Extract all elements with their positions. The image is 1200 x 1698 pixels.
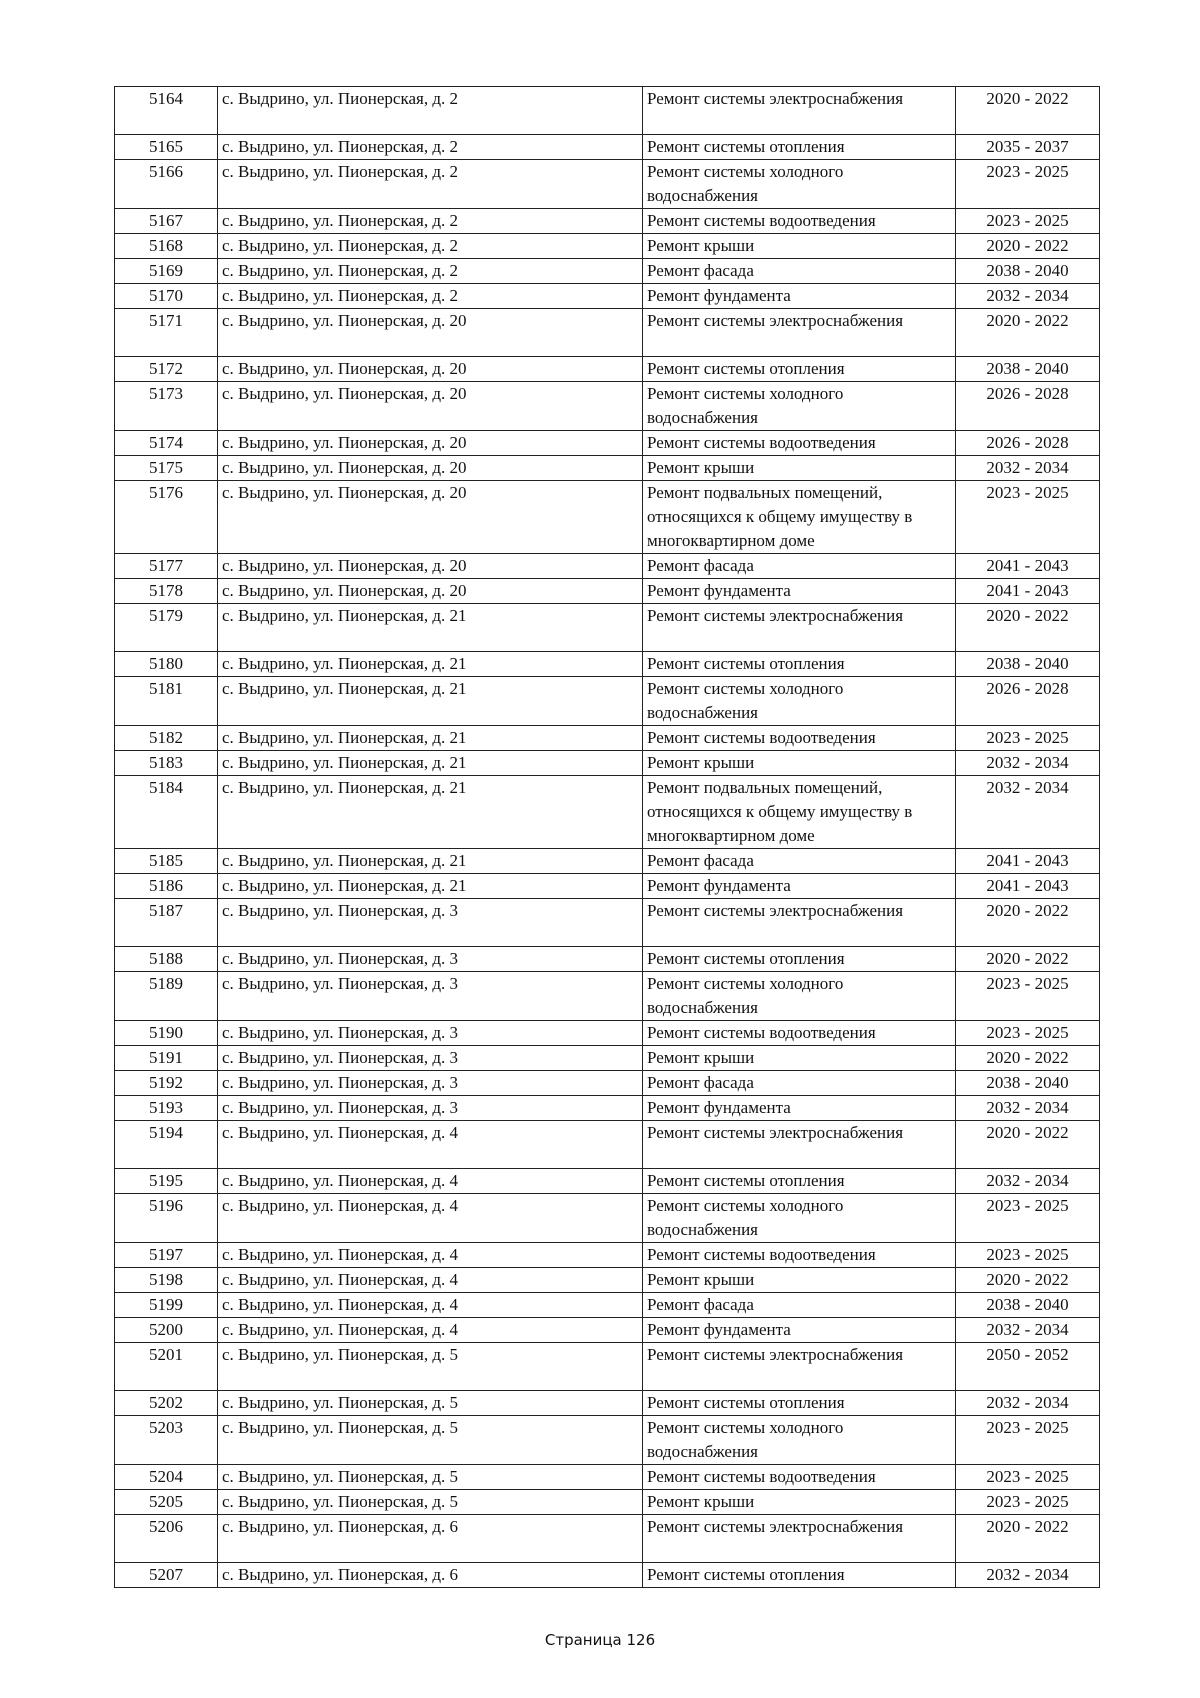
table-row (115, 1071, 1100, 1096)
row-work-type: Ремонт системы отопления (643, 652, 956, 677)
row-work-type: Ремонт системы отопления (643, 1391, 956, 1416)
row-period: 2020 - 2022 (956, 899, 1100, 947)
table-row (115, 849, 1100, 874)
row-period: 2038 - 2040 (956, 652, 1100, 677)
page-number: Страница 126 (544, 1631, 656, 1649)
row-address: с. Выдрино, ул. Пионерская, д. 21 (218, 726, 643, 751)
row-address: с. Выдрино, ул. Пионерская, д. 2 (218, 259, 643, 284)
table-row (115, 456, 1100, 481)
row-period: 2023 - 2025 (956, 481, 1100, 554)
row-address: с. Выдрино, ул. Пионерская, д. 2 (218, 87, 643, 135)
row-number: 5204 (115, 1465, 218, 1490)
row-number: 5181 (115, 677, 218, 726)
row-address: с. Выдрино, ул. Пионерская, д. 3 (218, 1046, 643, 1071)
table-body (115, 87, 1100, 1588)
row-number: 5168 (115, 234, 218, 259)
table-row (115, 309, 1100, 357)
row-period: 2023 - 2025 (956, 1194, 1100, 1243)
row-number: 5176 (115, 481, 218, 554)
row-number: 5172 (115, 357, 218, 382)
table-row (115, 1515, 1100, 1563)
row-work-type: Ремонт фундамента (643, 874, 956, 899)
row-address: с. Выдрино, ул. Пионерская, д. 6 (218, 1515, 643, 1563)
row-address: с. Выдрино, ул. Пионерская, д. 21 (218, 776, 643, 849)
row-period: 2023 - 2025 (956, 1021, 1100, 1046)
row-period: 2023 - 2025 (956, 726, 1100, 751)
row-number: 5174 (115, 431, 218, 456)
row-work-type: Ремонт фасада (643, 849, 956, 874)
row-number: 5199 (115, 1293, 218, 1318)
row-address: с. Выдрино, ул. Пионерская, д. 4 (218, 1194, 643, 1243)
row-address: с. Выдрино, ул. Пионерская, д. 2 (218, 234, 643, 259)
row-number: 5169 (115, 259, 218, 284)
row-work-type: Ремонт фасада (643, 554, 956, 579)
row-work-type: Ремонт системы холодного водоснабжения (643, 1416, 956, 1465)
row-period: 2041 - 2043 (956, 874, 1100, 899)
row-address: с. Выдрино, ул. Пионерская, д. 6 (218, 1563, 643, 1588)
row-work-type: Ремонт фундамента (643, 1096, 956, 1121)
row-work-type: Ремонт системы электроснабжения (643, 899, 956, 947)
table-row (115, 1046, 1100, 1071)
row-number: 5190 (115, 1021, 218, 1046)
row-address: с. Выдрино, ул. Пионерская, д. 20 (218, 456, 643, 481)
row-work-type: Ремонт системы электроснабжения (643, 87, 956, 135)
row-address: с. Выдрино, ул. Пионерская, д. 21 (218, 604, 643, 652)
row-number: 5170 (115, 284, 218, 309)
row-period: 2035 - 2037 (956, 135, 1100, 160)
row-work-type: Ремонт крыши (643, 456, 956, 481)
table-row (115, 259, 1100, 284)
table-row (115, 1391, 1100, 1416)
row-work-type: Ремонт системы отопления (643, 947, 956, 972)
row-period: 2026 - 2028 (956, 382, 1100, 431)
row-work-type: Ремонт системы электроснабжения (643, 1515, 956, 1563)
row-work-type: Ремонт подвальных помещений, относящихся к общему имуществу в многоквартирном доме (643, 481, 956, 554)
row-number: 5198 (115, 1268, 218, 1293)
row-address: с. Выдрино, ул. Пионерская, д. 4 (218, 1318, 643, 1343)
row-number: 5205 (115, 1490, 218, 1515)
row-work-type: Ремонт системы электроснабжения (643, 1121, 956, 1169)
table-row (115, 209, 1100, 234)
table-row (115, 87, 1100, 135)
table-row (115, 1416, 1100, 1465)
row-number: 5179 (115, 604, 218, 652)
table-row (115, 1343, 1100, 1391)
row-address: с. Выдрино, ул. Пионерская, д. 4 (218, 1121, 643, 1169)
table-row (115, 135, 1100, 160)
row-number: 5185 (115, 849, 218, 874)
row-number: 5196 (115, 1194, 218, 1243)
row-work-type: Ремонт системы отопления (643, 1563, 956, 1588)
table-row (115, 726, 1100, 751)
row-work-type: Ремонт системы водоотведения (643, 1243, 956, 1268)
row-work-type: Ремонт системы холодного водоснабжения (643, 1194, 956, 1243)
table-row (115, 382, 1100, 431)
row-number: 5183 (115, 751, 218, 776)
row-period: 2032 - 2034 (956, 751, 1100, 776)
row-address: с. Выдрино, ул. Пионерская, д. 21 (218, 652, 643, 677)
row-period: 2041 - 2043 (956, 554, 1100, 579)
row-work-type: Ремонт крыши (643, 1490, 956, 1515)
row-address: с. Выдрино, ул. Пионерская, д. 5 (218, 1391, 643, 1416)
table-row (115, 554, 1100, 579)
table-row (115, 1268, 1100, 1293)
row-period: 2032 - 2034 (956, 1318, 1100, 1343)
row-address: с. Выдрино, ул. Пионерская, д. 5 (218, 1490, 643, 1515)
table-row (115, 1096, 1100, 1121)
row-number: 5195 (115, 1169, 218, 1194)
row-address: с. Выдрино, ул. Пионерская, д. 20 (218, 309, 643, 357)
row-work-type: Ремонт системы холодного водоснабжения (643, 160, 956, 209)
row-number: 5177 (115, 554, 218, 579)
row-number: 5201 (115, 1343, 218, 1391)
row-period: 2050 - 2052 (956, 1343, 1100, 1391)
row-work-type: Ремонт системы отопления (643, 1169, 956, 1194)
row-number: 5188 (115, 947, 218, 972)
row-number: 5178 (115, 579, 218, 604)
row-address: с. Выдрино, ул. Пионерская, д. 5 (218, 1465, 643, 1490)
row-number: 5194 (115, 1121, 218, 1169)
row-period: 2020 - 2022 (956, 604, 1100, 652)
row-work-type: Ремонт системы холодного водоснабжения (643, 677, 956, 726)
row-number: 5167 (115, 209, 218, 234)
row-work-type: Ремонт системы холодного водоснабжения (643, 972, 956, 1021)
row-period: 2020 - 2022 (956, 1121, 1100, 1169)
row-address: с. Выдрино, ул. Пионерская, д. 20 (218, 554, 643, 579)
table-row (115, 1490, 1100, 1515)
table-row (115, 357, 1100, 382)
row-period: 2023 - 2025 (956, 1243, 1100, 1268)
row-address: с. Выдрино, ул. Пионерская, д. 3 (218, 1071, 643, 1096)
row-number: 5173 (115, 382, 218, 431)
row-period: 2020 - 2022 (956, 1268, 1100, 1293)
table-row (115, 751, 1100, 776)
table-row (115, 1121, 1100, 1169)
row-address: с. Выдрино, ул. Пионерская, д. 4 (218, 1293, 643, 1318)
row-address: с. Выдрино, ул. Пионерская, д. 21 (218, 751, 643, 776)
row-period: 2032 - 2034 (956, 284, 1100, 309)
table-row (115, 1243, 1100, 1268)
row-period: 2038 - 2040 (956, 259, 1100, 284)
row-period: 2020 - 2022 (956, 87, 1100, 135)
row-work-type: Ремонт фундамента (643, 1318, 956, 1343)
row-period: 2023 - 2025 (956, 1490, 1100, 1515)
table-row (115, 604, 1100, 652)
row-work-type: Ремонт крыши (643, 1046, 956, 1071)
row-address: с. Выдрино, ул. Пионерская, д. 3 (218, 972, 643, 1021)
row-address: с. Выдрино, ул. Пионерская, д. 20 (218, 579, 643, 604)
row-period: 2020 - 2022 (956, 1515, 1100, 1563)
table-row (115, 1318, 1100, 1343)
row-period: 2023 - 2025 (956, 160, 1100, 209)
table-row (115, 284, 1100, 309)
row-period: 2023 - 2025 (956, 972, 1100, 1021)
table-row (115, 431, 1100, 456)
table-row (115, 1293, 1100, 1318)
row-address: с. Выдрино, ул. Пионерская, д. 3 (218, 1096, 643, 1121)
row-number: 5202 (115, 1391, 218, 1416)
row-work-type: Ремонт системы электроснабжения (643, 604, 956, 652)
table-row (115, 160, 1100, 209)
row-address: с. Выдрино, ул. Пионерская, д. 3 (218, 1021, 643, 1046)
row-address: с. Выдрино, ул. Пионерская, д. 20 (218, 431, 643, 456)
repair-schedule-table (114, 86, 1100, 1588)
row-address: с. Выдрино, ул. Пионерская, д. 2 (218, 209, 643, 234)
table-row (115, 776, 1100, 849)
row-period: 2032 - 2034 (956, 1096, 1100, 1121)
row-address: с. Выдрино, ул. Пионерская, д. 21 (218, 677, 643, 726)
row-work-type: Ремонт системы водоотведения (643, 209, 956, 234)
table-row (115, 899, 1100, 947)
row-address: с. Выдрино, ул. Пионерская, д. 5 (218, 1343, 643, 1391)
row-number: 5180 (115, 652, 218, 677)
row-address: с. Выдрино, ул. Пионерская, д. 21 (218, 874, 643, 899)
row-work-type: Ремонт системы отопления (643, 135, 956, 160)
row-period: 2032 - 2034 (956, 1563, 1100, 1588)
table-row (115, 234, 1100, 259)
row-period: 2032 - 2034 (956, 1391, 1100, 1416)
row-number: 5192 (115, 1071, 218, 1096)
row-work-type: Ремонт системы электроснабжения (643, 309, 956, 357)
table-row (115, 1021, 1100, 1046)
row-number: 5182 (115, 726, 218, 751)
row-address: с. Выдрино, ул. Пионерская, д. 20 (218, 382, 643, 431)
row-address: с. Выдрино, ул. Пионерская, д. 4 (218, 1169, 643, 1194)
row-number: 5200 (115, 1318, 218, 1343)
row-period: 2026 - 2028 (956, 677, 1100, 726)
row-number: 5193 (115, 1096, 218, 1121)
row-work-type: Ремонт подвальных помещений, относящихся к общему имуществу в многоквартирном доме (643, 776, 956, 849)
row-period: 2038 - 2040 (956, 1293, 1100, 1318)
row-work-type: Ремонт системы водоотведения (643, 1021, 956, 1046)
row-number: 5165 (115, 135, 218, 160)
row-work-type: Ремонт фасада (643, 1071, 956, 1096)
row-number: 5203 (115, 1416, 218, 1465)
table-row (115, 947, 1100, 972)
row-address: с. Выдрино, ул. Пионерская, д. 20 (218, 357, 643, 382)
row-period: 2020 - 2022 (956, 947, 1100, 972)
row-number: 5191 (115, 1046, 218, 1071)
row-address: с. Выдрино, ул. Пионерская, д. 3 (218, 899, 643, 947)
row-period: 2023 - 2025 (956, 1465, 1100, 1490)
row-address: с. Выдрино, ул. Пионерская, д. 2 (218, 160, 643, 209)
table-row (115, 874, 1100, 899)
row-period: 2020 - 2022 (956, 309, 1100, 357)
row-work-type: Ремонт фундамента (643, 284, 956, 309)
row-number: 5164 (115, 87, 218, 135)
row-number: 5187 (115, 899, 218, 947)
row-number: 5184 (115, 776, 218, 849)
row-work-type: Ремонт крыши (643, 751, 956, 776)
row-address: с. Выдрино, ул. Пионерская, д. 3 (218, 947, 643, 972)
row-work-type: Ремонт системы водоотведения (643, 726, 956, 751)
row-address: с. Выдрино, ул. Пионерская, д. 2 (218, 135, 643, 160)
row-address: с. Выдрино, ул. Пионерская, д. 21 (218, 849, 643, 874)
row-work-type: Ремонт системы водоотведения (643, 431, 956, 456)
table-row (115, 972, 1100, 1021)
row-number: 5189 (115, 972, 218, 1021)
row-number: 5186 (115, 874, 218, 899)
row-period: 2041 - 2043 (956, 579, 1100, 604)
row-number: 5171 (115, 309, 218, 357)
table-row (115, 1563, 1100, 1588)
row-number: 5206 (115, 1515, 218, 1563)
row-address: с. Выдрино, ул. Пионерская, д. 4 (218, 1243, 643, 1268)
row-work-type: Ремонт крыши (643, 234, 956, 259)
row-work-type: Ремонт фундамента (643, 579, 956, 604)
row-period: 2032 - 2034 (956, 456, 1100, 481)
row-work-type: Ремонт крыши (643, 1268, 956, 1293)
row-number: 5197 (115, 1243, 218, 1268)
table-row (115, 1465, 1100, 1490)
table-row (115, 677, 1100, 726)
row-period: 2032 - 2034 (956, 776, 1100, 849)
row-work-type: Ремонт системы водоотведения (643, 1465, 956, 1490)
row-work-type: Ремонт системы отопления (643, 357, 956, 382)
row-period: 2038 - 2040 (956, 1071, 1100, 1096)
row-work-type: Ремонт системы холодного водоснабжения (643, 382, 956, 431)
table-row (115, 481, 1100, 554)
table-row (115, 1194, 1100, 1243)
table-row (115, 1169, 1100, 1194)
row-period: 2032 - 2034 (956, 1169, 1100, 1194)
table-row (115, 579, 1100, 604)
row-period: 2023 - 2025 (956, 1416, 1100, 1465)
row-period: 2041 - 2043 (956, 849, 1100, 874)
row-work-type: Ремонт фасада (643, 259, 956, 284)
row-number: 5166 (115, 160, 218, 209)
row-work-type: Ремонт фасада (643, 1293, 956, 1318)
row-number: 5207 (115, 1563, 218, 1588)
row-period: 2020 - 2022 (956, 1046, 1100, 1071)
row-address: с. Выдрино, ул. Пионерская, д. 4 (218, 1268, 643, 1293)
row-period: 2026 - 2028 (956, 431, 1100, 456)
row-number: 5175 (115, 456, 218, 481)
row-address: с. Выдрино, ул. Пионерская, д. 20 (218, 481, 643, 554)
row-work-type: Ремонт системы электроснабжения (643, 1343, 956, 1391)
row-address: с. Выдрино, ул. Пионерская, д. 2 (218, 284, 643, 309)
row-period: 2023 - 2025 (956, 209, 1100, 234)
row-period: 2038 - 2040 (956, 357, 1100, 382)
row-period: 2020 - 2022 (956, 234, 1100, 259)
table-row (115, 652, 1100, 677)
row-address: с. Выдрино, ул. Пионерская, д. 5 (218, 1416, 643, 1465)
